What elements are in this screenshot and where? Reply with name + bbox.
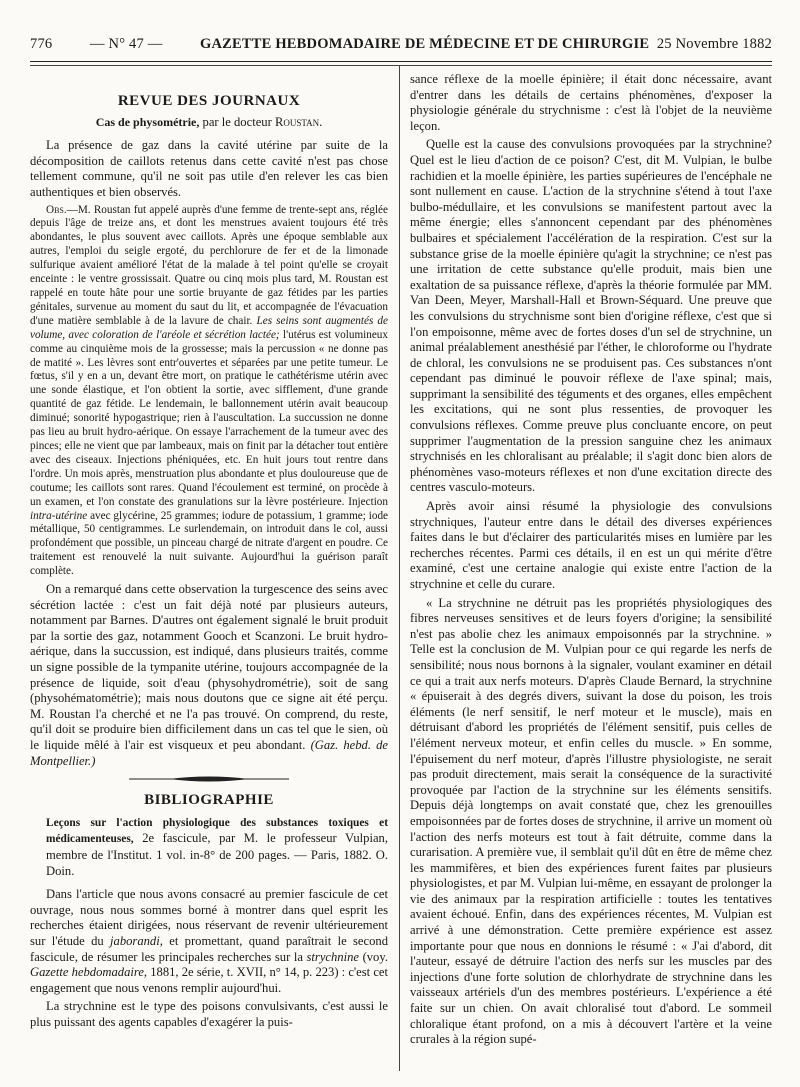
page-header	[30, 36, 772, 58]
text: et promettant, quand paraîtrait le second fascicule, de résumer les principales recherches sur la	[30, 933, 388, 964]
paragraph: La strychnine est le type des poisons convulsivants, c'est aussi le plus puissant des agents capables d'exagérer la puis-	[30, 999, 388, 1029]
obs-text: l'utérus est volumineux comme au cinquième mois de la grossesse; mais la percussion « ne donne pas de matité ». Les lèvres sont entr'ouvertes et séparées par une petite tumeur. Le fœtus, s'il y en a un, devant être mort, on pratique le cathétérisme utérin avec une sonde élastique, et l'on obtient la sortie, avec sifflement, d'une grande quantité de gaz fétide. Le lendemain, le ballonnement utérin avait beaucoup diminué; sonorité hypogastrique; rien à l'auscultation. La succussion ne donne pas lieu au bruit hydro-aérique. On essaye l'arrachement de la tumeur avec des pinces; elle ne vient que par lambeaux, mais on finit par la détacher tout entière avec des ciseaux. Injections phéniquées, etc. En huit jours tout rentre dans l'ordre. Un mois après, menstruation plus abondante et plus douloureuse que de coutume; les caillots sont rares. Quand l'écoulement est terminé, on procède à un examen, et l'on constate des granulations sur la lèvre postérieure. Injection	[30, 328, 388, 508]
separator-ornament	[30, 773, 388, 785]
obs-text: avec glycérine, 25 grammes; iodure de potassium, 1 gramme; iode métallique, 50 centigrammes. Le surlendemain, on introduit dans le col, aussi profondément que possible, un pinceau chargé de nitrate d'argent en poudre. Ce traitement est renouvelé la nuit suivante. Aujourd'hui la guérison paraît complète.	[30, 509, 389, 578]
book-title: Leçons sur l'action physiologique des substances toxiques et médicamenteuses,	[46, 816, 388, 846]
obs-text: —M. Roustan fut appelé auprès d'une femme de trente-sept ans, réglée depuis l'âge de treize ans, et dont les menstrues avaient toujours été très abondantes, le plus souvent avec caillots. Après une époque semblable aux autres, l'emploi du seigle ergoté, du perchlorure de fer et de la limonade sulfurique avaient amélioré l'état de la malade à tel point qu'elle se croyait enceinte : le ventre grossissait. Quatre ou cinq mois plus tard, M. Roustan est rappelé en toute hâte pour une sortie bruyante de gaz fétides par les parties génitales, survenue au moment du saut du lit, et accompagnée de l'évacuation d'une matière semblable à de la lavure de chair.	[30, 203, 388, 327]
right-column	[410, 72, 772, 1051]
article-heading	[30, 115, 388, 131]
page-number: 776	[30, 36, 53, 52]
article-author-prefix: par le docteur	[202, 114, 272, 129]
article-author: Roustan.	[274, 114, 323, 129]
paragraph: sance réflexe de la moelle épinière; il était donc nécessaire, avant d'entrer dans les détails de certains phénomènes, d'exposer la physiologie générale du strychnisme : c'est là l'objet de la neuvième leçon.	[410, 72, 772, 133]
obs-italic: intra-utérine	[30, 509, 88, 522]
paragraph	[30, 887, 388, 996]
column-divider	[399, 66, 400, 1071]
issue-number: — N° 47 —	[90, 36, 163, 52]
section-title-bibliographie: BIBLIOGRAPHIE	[144, 792, 274, 809]
obs-italic: Les seins sont augmentés de volume, avec coloration de l'aréole et sécrétion lactée;	[30, 314, 388, 341]
paragraph-text: On a remarqué dans cette observation la turgescence des seins avec sécrétion lactée : c'est un fait déjà noté par plusieurs auteurs, notamment par Barnes. D'autres ont également signalé le bruit produit par la sortie des gaz, notamment Gooch et Scanzoni. Le bruit hydro-aérique, dans la succussion, est indiqué, dans plusieurs traités, comme un signe possible de la tympanite utérine, toujours accompagnée de la présence de liquide, soit d'eau (physohydrométrie), soit de sang (physohématométrie); mais nous doutons que ce signe ait été perçu. M. Roustan l'a cherché et ne l'a pas trouvé. On comprend, du reste, qu'il doit se produire bien difficilement dans un cas tel que le sien, où le liquide mêlé à l'air est visqueux et peu abondant.	[30, 582, 388, 752]
bibliography-entry	[30, 815, 388, 879]
italic-text: jaborandi,	[110, 933, 163, 948]
paragraph	[30, 582, 388, 769]
section-title-revue: REVUE DES JOURNAUX	[117, 93, 301, 109]
text: (voy.	[362, 949, 388, 964]
text: Dans l'article que nous avons consacré au premier fascicule de cet ouvrage, nous nous sommes borné à montrer dans quel esprit les recherches étaient dirigées, nous réservant de revenir ultérieurement sur l'étude du	[30, 887, 388, 948]
paragraph: « La strychnine ne détruit pas les propriétés physiologiques des fibres nerveuses sensitives et de leurs foyers d'origine; la sensibilité n'est pas abolie chez les animaux empoisonnés par la strychnine. » Telle est la conclusion de M. Vulpian pour ce qui regarde les nerfs de sensibilité; nous nous bornons à la signaler, voulant examiner en détail ce qui a trait aux nerfs moteurs. D'après Claude Bernard, la strychnine « épuiserait à des degrés divers, suivant la dose du poison, les trois éléments (le nerf sensitif, le nerf moteur et le muscle), mais en détruisant d'abord les propriétés de l'élément sensitif, puis celles de l'élément nerveux moteur, et enfin celles du muscle. » En somme, l'épuisement du nerf moteur, d'après l'illustre physiologiste, ne serait pas produit directement, mais serait la conséquence de la suractivité provoquée par l'action de la strychnine sur les éléments sensitifs. Depuis déjà longtemps on avait constaté que, chez les grenouilles empoisonnées par de fortes doses de strychnine, il arrive un moment où l'action des nerfs moteurs est tout à fait détruite, comme dans la curarisation. A première vue, il semblait qu'il dût en être de même chez les mammifères, et bien des expériences furent faites par plusieurs physiologistes, et par M. Vulpian lui-même, en essayant de prolonger la vie des animaux par la respiration artificielle : toutes les tentatives avaient échoué. Enfin, dans des expériences récentes, M. Vulpian est arrivé à une démonstration. Cette première expérience est assez importante pour que nous en donnions le résumé : « J'ai d'abord, dit l'auteur, essayé de détruire l'action des nerfs sur les muscles par des injections d'une forte solution de chlorhydrate de strychnine dans les vaisseaux artériels d'un des membres postérieurs. L'expérience a été faite sur un chien. On avait chloralisé tout d'abord. Le sommeil chloralique étant profond, on a mis à découvert l'artère et la veine crurales à la région supé-	[410, 595, 772, 1047]
text: 1881, 2e série, t. XVII, n° 14, p. 223) : c'est cet engagement que nous venons remplir aujourd'hui.	[30, 965, 388, 995]
left-column	[30, 70, 388, 1033]
observation-paragraph	[30, 204, 388, 579]
obs-label: Obs.	[46, 203, 67, 216]
citation: (Gaz. hebd. de Montpellier.)	[30, 737, 388, 768]
paragraph: La présence de gaz dans la cavité utérine par suite de la décomposition de caillots retenus dans cette cavité n'est pas chose tellement commune, qu'il ne soit pas utile d'en relever les cas bien authentiques et bien observés.	[30, 138, 388, 199]
journal-title: GAZETTE HEBDOMADAIRE DE MÉDECINE ET DE CHIRURGIE	[200, 36, 650, 52]
ornament-rule	[129, 773, 289, 785]
book-details: 2e fascicule, par M. le professeur Vulpian, membre de l'Institut. 1 vol. in-8° de 200 pages. — Paris, 1882. O. Doin.	[46, 831, 388, 878]
paragraph: Quelle est la cause des convulsions provoquées par la strychnine? Quel est le lieu d'action de ce poison? C'est, dit M. Vulpian, le bulbe rachidien et la moelle épinière, les parties supérieures de l'encéphale ne sont nullement en cause. L'action de la strychnine s'étend à tout l'axe bulbo-médullaire, et les convulsions se manifestent partout avec la même énergie; elles s'annoncent cependant par des phénomènes bulbaires et spécialement l'accélération de la respiration. C'est sur la substance grise de la moelle épinière qu'agit la strychnine; ce n'est pas une irritation de cette substance qu'elle produit, mais bien une exaltation de sa puissance réflexe, d'après la théorie formulée par MM. Van Deen, Meyer, Marshall-Hall et Brown-Séquard. Une preuve que les convulsions du strychnisme sont bien d'origine réflexe, c'est que si l'on empoisonne, même avec de fortes doses d'un sel de strychnine, un animal préalablement anesthésié par l'éther, le chloroforme ou l'hydrate de chloral, les convulsions ne se produisent pas. Ces substances n'ont cependant pas diminué le pouvoir réflexe de l'axe spinal; mais, supprimant la sensibilité des téguments et des organes, elles empêchent les excitations, qui ne sont plus ressenties, de provoquer les convulsions réflexes. Comme preuve plus concluante encore, on peut supprimer l'augmentation de la pression sanguine chez les animaux strychnisés en les chloralisant au préalable; il s'agit donc bien alors de phénomènes vaso-moteurs réflexes et non d'une excitation directe des centres vasculo-moteurs.	[410, 137, 772, 495]
article-title: Cas de physométrie,	[95, 114, 200, 129]
paragraph: Après avoir ainsi résumé la physiologie des convulsions strychniques, l'auteur entre dans le détail des diverses expériences faites dans le but d'éclairer des particularités mises en lumière par les recherches récentes. Parmi ces détails, il en est un qui mérite d'être examiné, c'est une certaine analogie qui existe entre l'action de la strychnine et celle du curare.	[410, 499, 772, 591]
italic-text: Gazette hebdomadaire,	[30, 965, 148, 980]
issue-date: 25 Novembre 1882	[656, 36, 772, 52]
header-rule-thin	[30, 65, 772, 66]
header-rule	[30, 61, 772, 62]
italic-text: strychnine	[306, 949, 359, 964]
